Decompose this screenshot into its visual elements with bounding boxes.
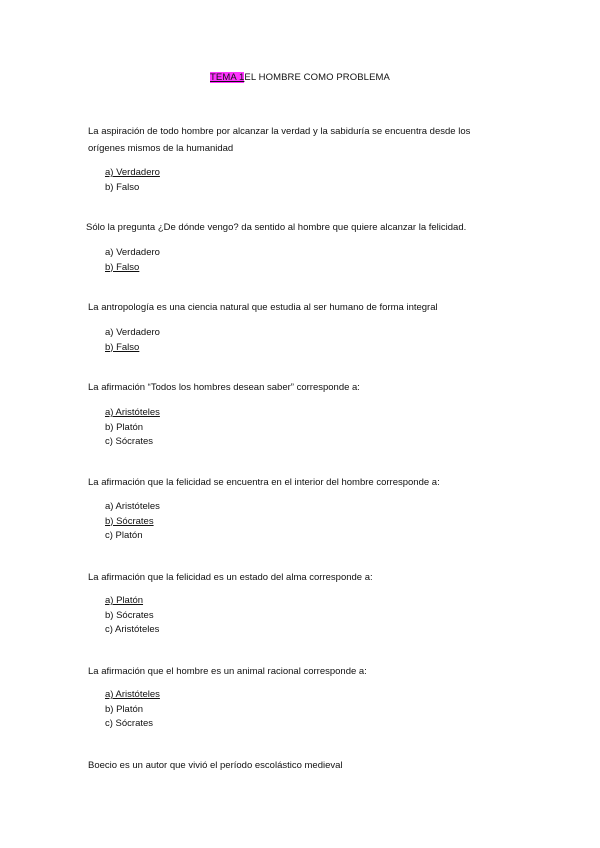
answer-option: b) Platón <box>105 703 144 715</box>
answer-options <box>105 246 160 275</box>
answer-option-correct: b) Sócrates <box>105 515 154 527</box>
answer-option-correct: b) Falso <box>105 341 140 353</box>
answer-option: c) Sócrates <box>105 718 154 729</box>
question-text: Sólo la pregunta ¿De dónde vengo? da sentido al hombre que quiere alcanzar la felicidad. <box>86 222 467 233</box>
question-text: La afirmación que el hombre es un animal racional corresponde a: <box>88 666 367 677</box>
answer-option: c) Sócrates <box>105 436 154 447</box>
answer-options <box>105 594 159 638</box>
question-text: Boecio es un autor que vivió el período escolástico medieval <box>88 760 343 771</box>
answer-options <box>105 326 160 355</box>
answer-option: b) Falso <box>105 181 140 193</box>
answer-option: a) Verdadero <box>105 247 160 258</box>
answer-option-correct: a) Verdadero <box>105 167 160 178</box>
answer-option-correct: a) Platón <box>105 595 144 606</box>
answer-option-correct: a) Aristóteles <box>105 689 160 700</box>
question-text: La afirmación que la felicidad se encuentra en el interior del hombre corresponde a: <box>88 477 440 488</box>
answer-option: a) Aristóteles <box>105 501 160 512</box>
answer-options <box>105 166 160 195</box>
answer-option-correct: b) Falso <box>105 261 140 273</box>
answer-options <box>105 688 160 732</box>
question-text: La afirmación “Todos los hombres desean saber” corresponde a: <box>88 382 360 393</box>
question-text: La antropología es una ciencia natural que estudia al ser humano de forma integral <box>88 302 438 313</box>
question-text: La aspiración de todo hombre por alcanzar la verdad y la sabiduría se encuentra desde los orígenes mismos de la humanidad <box>88 126 471 154</box>
title-highlight: TEMA 1 <box>210 72 245 83</box>
answer-option: c) Aristóteles <box>105 624 160 635</box>
answer-option: b) Platón <box>105 421 144 433</box>
answer-option: b) Sócrates <box>105 609 154 621</box>
page-title <box>0 72 600 83</box>
answer-options <box>105 406 160 450</box>
answer-option: a) Verdadero <box>105 327 160 338</box>
answer-options <box>105 500 160 544</box>
answer-option: c) Platón <box>105 530 143 541</box>
question-text: La afirmación que la felicidad es un estado del alma corresponde a: <box>88 572 373 583</box>
title-text: EL HOMBRE COMO PROBLEMA <box>244 72 390 83</box>
answer-option-correct: a) Aristóteles <box>105 407 160 418</box>
